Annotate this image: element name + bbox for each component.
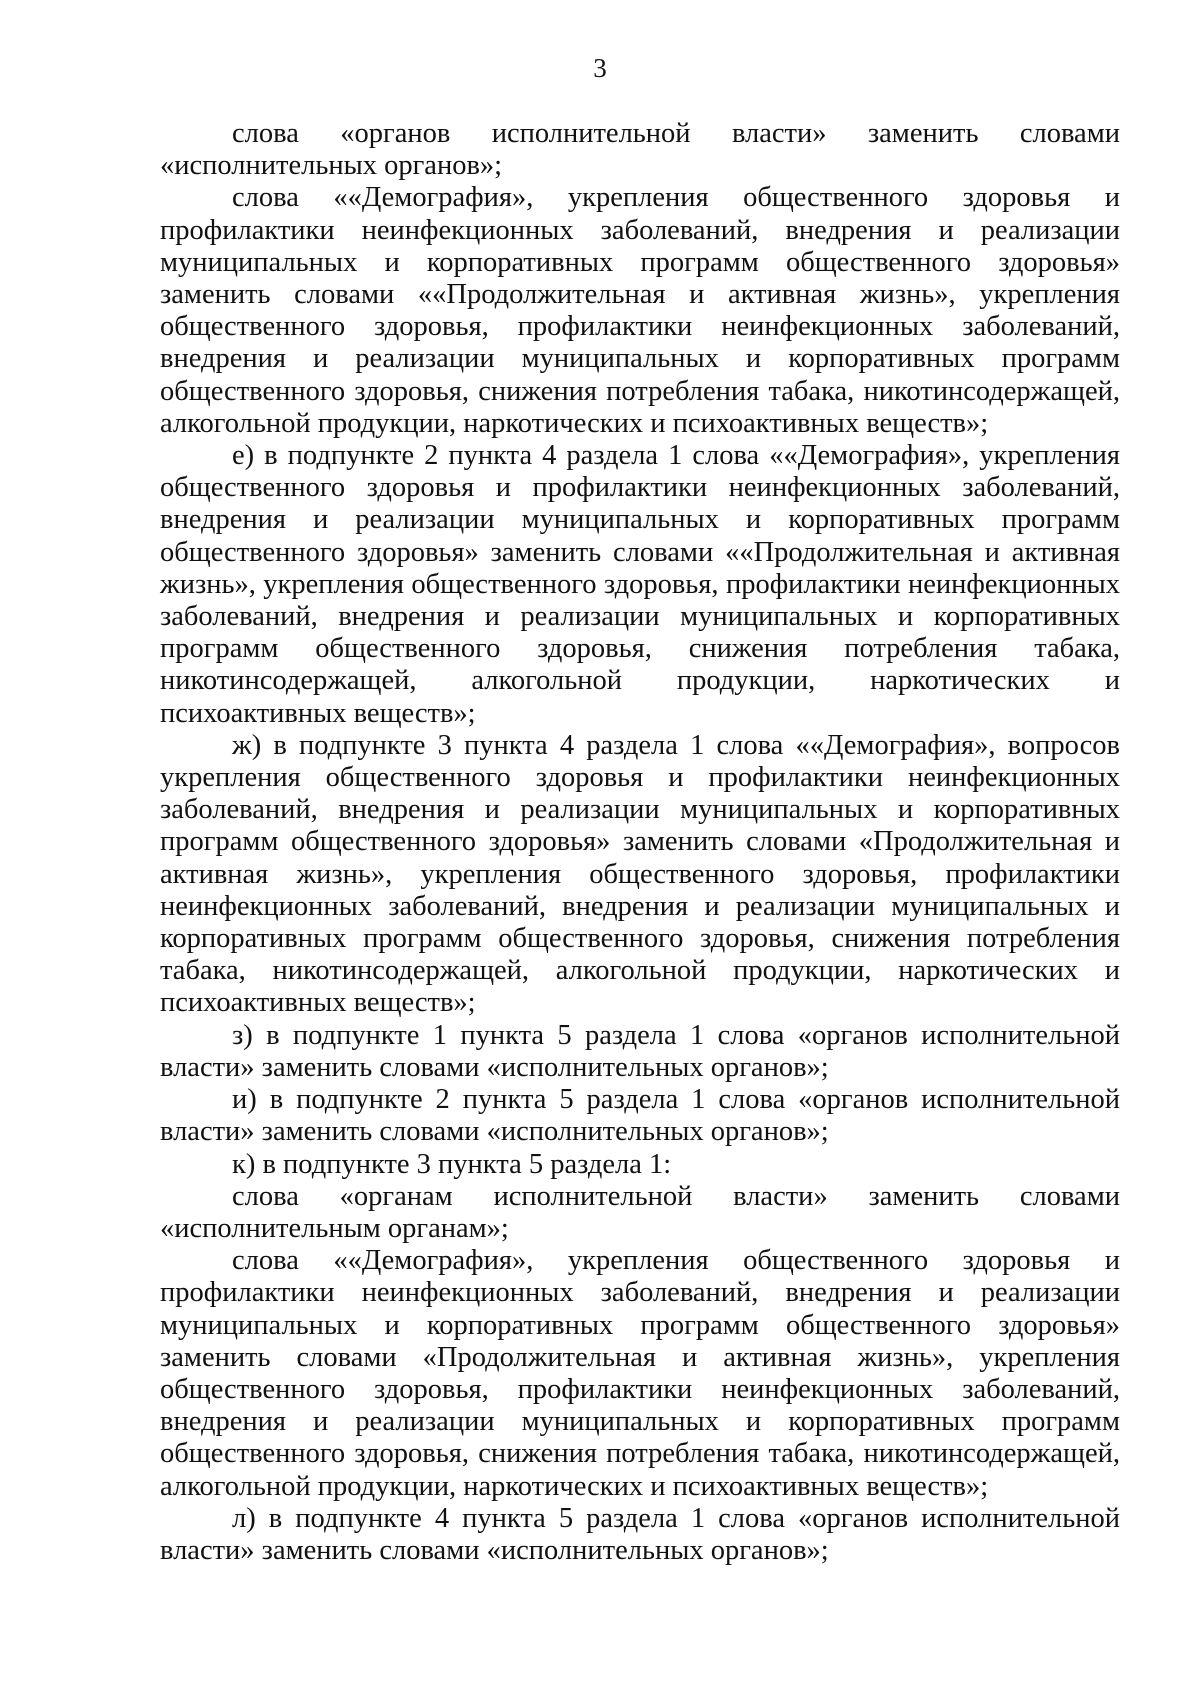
paragraph: слова ««Демография», укрепления общественного здоровья и профилактики неинфекционных заболеваний, внедрения и реализации муниципальных и корпоративных программ общественного здоровья» заменить словами ««Продолжительная и активная жизнь», укрепления общественного здоровья, профилактики неинфекционных заболеваний, внедрения и реализации муниципальных и корпоративных программ общественного здоровья, снижения потребления табака, никотинсодержащей, алкогольной продукции, наркотических и психоактивных веществ»; [160, 182, 1120, 439]
paragraph: слова ««Демография», укрепления общественного здоровья и профилактики неинфекционных заболеваний, внедрения и реализации муниципальных и корпоративных программ общественного здоровья» заменить словами «Продолжительная и активная жизнь», укрепления общественного здоровья, профилактики неинфекционных заболеваний, внедрения и реализации муниципальных и корпоративных программ общественного здоровья, снижения потребления табака, никотинсодержащей, алкогольной продукции, наркотических и психоактивных веществ»; [160, 1245, 1120, 1502]
page-number: 3 [593, 53, 607, 83]
paragraph: слова «органам исполнительной власти» заменить словами «исполнительным органам»; [160, 1180, 1120, 1244]
paragraph: ж) в подпункте 3 пункта 4 раздела 1 слова ««Демография», вопросов укрепления общественного здоровья и профилактики неинфекционных заболеваний, внедрения и реализации муниципальных и корпоративных программ общественного здоровья» заменить словами «Продолжительная и активная жизнь», укрепления общественного здоровья, профилактики неинфекционных заболеваний, внедрения и реализации муниципальных и корпоративных программ общественного здоровья, снижения потребления табака, никотинсодержащей, алкогольной продукции, наркотических и психоактивных веществ»; [160, 729, 1120, 1019]
paragraph: слова «органов исполнительной власти» заменить словами «исполнительных органов»; [160, 118, 1120, 182]
document-body [160, 118, 1120, 1567]
paragraph: з) в подпункте 1 пункта 5 раздела 1 слова «органов исполнительной власти» заменить словами «исполнительных органов»; [160, 1019, 1120, 1083]
paragraph: е) в подпункте 2 пункта 4 раздела 1 слова ««Демография», укрепления общественного здоровья и профилактики неинфекционных заболеваний, внедрения и реализации муниципальных и корпоративных программ общественного здоровья» заменить словами ««Продолжительная и активная жизнь», укрепления общественного здоровья, профилактики неинфекционных заболеваний, внедрения и реализации муниципальных и корпоративных программ общественного здоровья, снижения потребления табака, никотинсодержащей, алкогольной продукции, наркотических и психоактивных веществ»; [160, 440, 1120, 729]
paragraph: к) в подпункте 3 пункта 5 раздела 1: [232, 1148, 672, 1180]
paragraph: и) в подпункте 2 пункта 5 раздела 1 слова «органов исполнительной власти» заменить словами «исполнительных органов»; [160, 1084, 1120, 1148]
paragraph: л) в подпункте 4 пункта 5 раздела 1 слова «органов исполнительной власти» заменить словами «исполнительных органов»; [160, 1502, 1120, 1566]
